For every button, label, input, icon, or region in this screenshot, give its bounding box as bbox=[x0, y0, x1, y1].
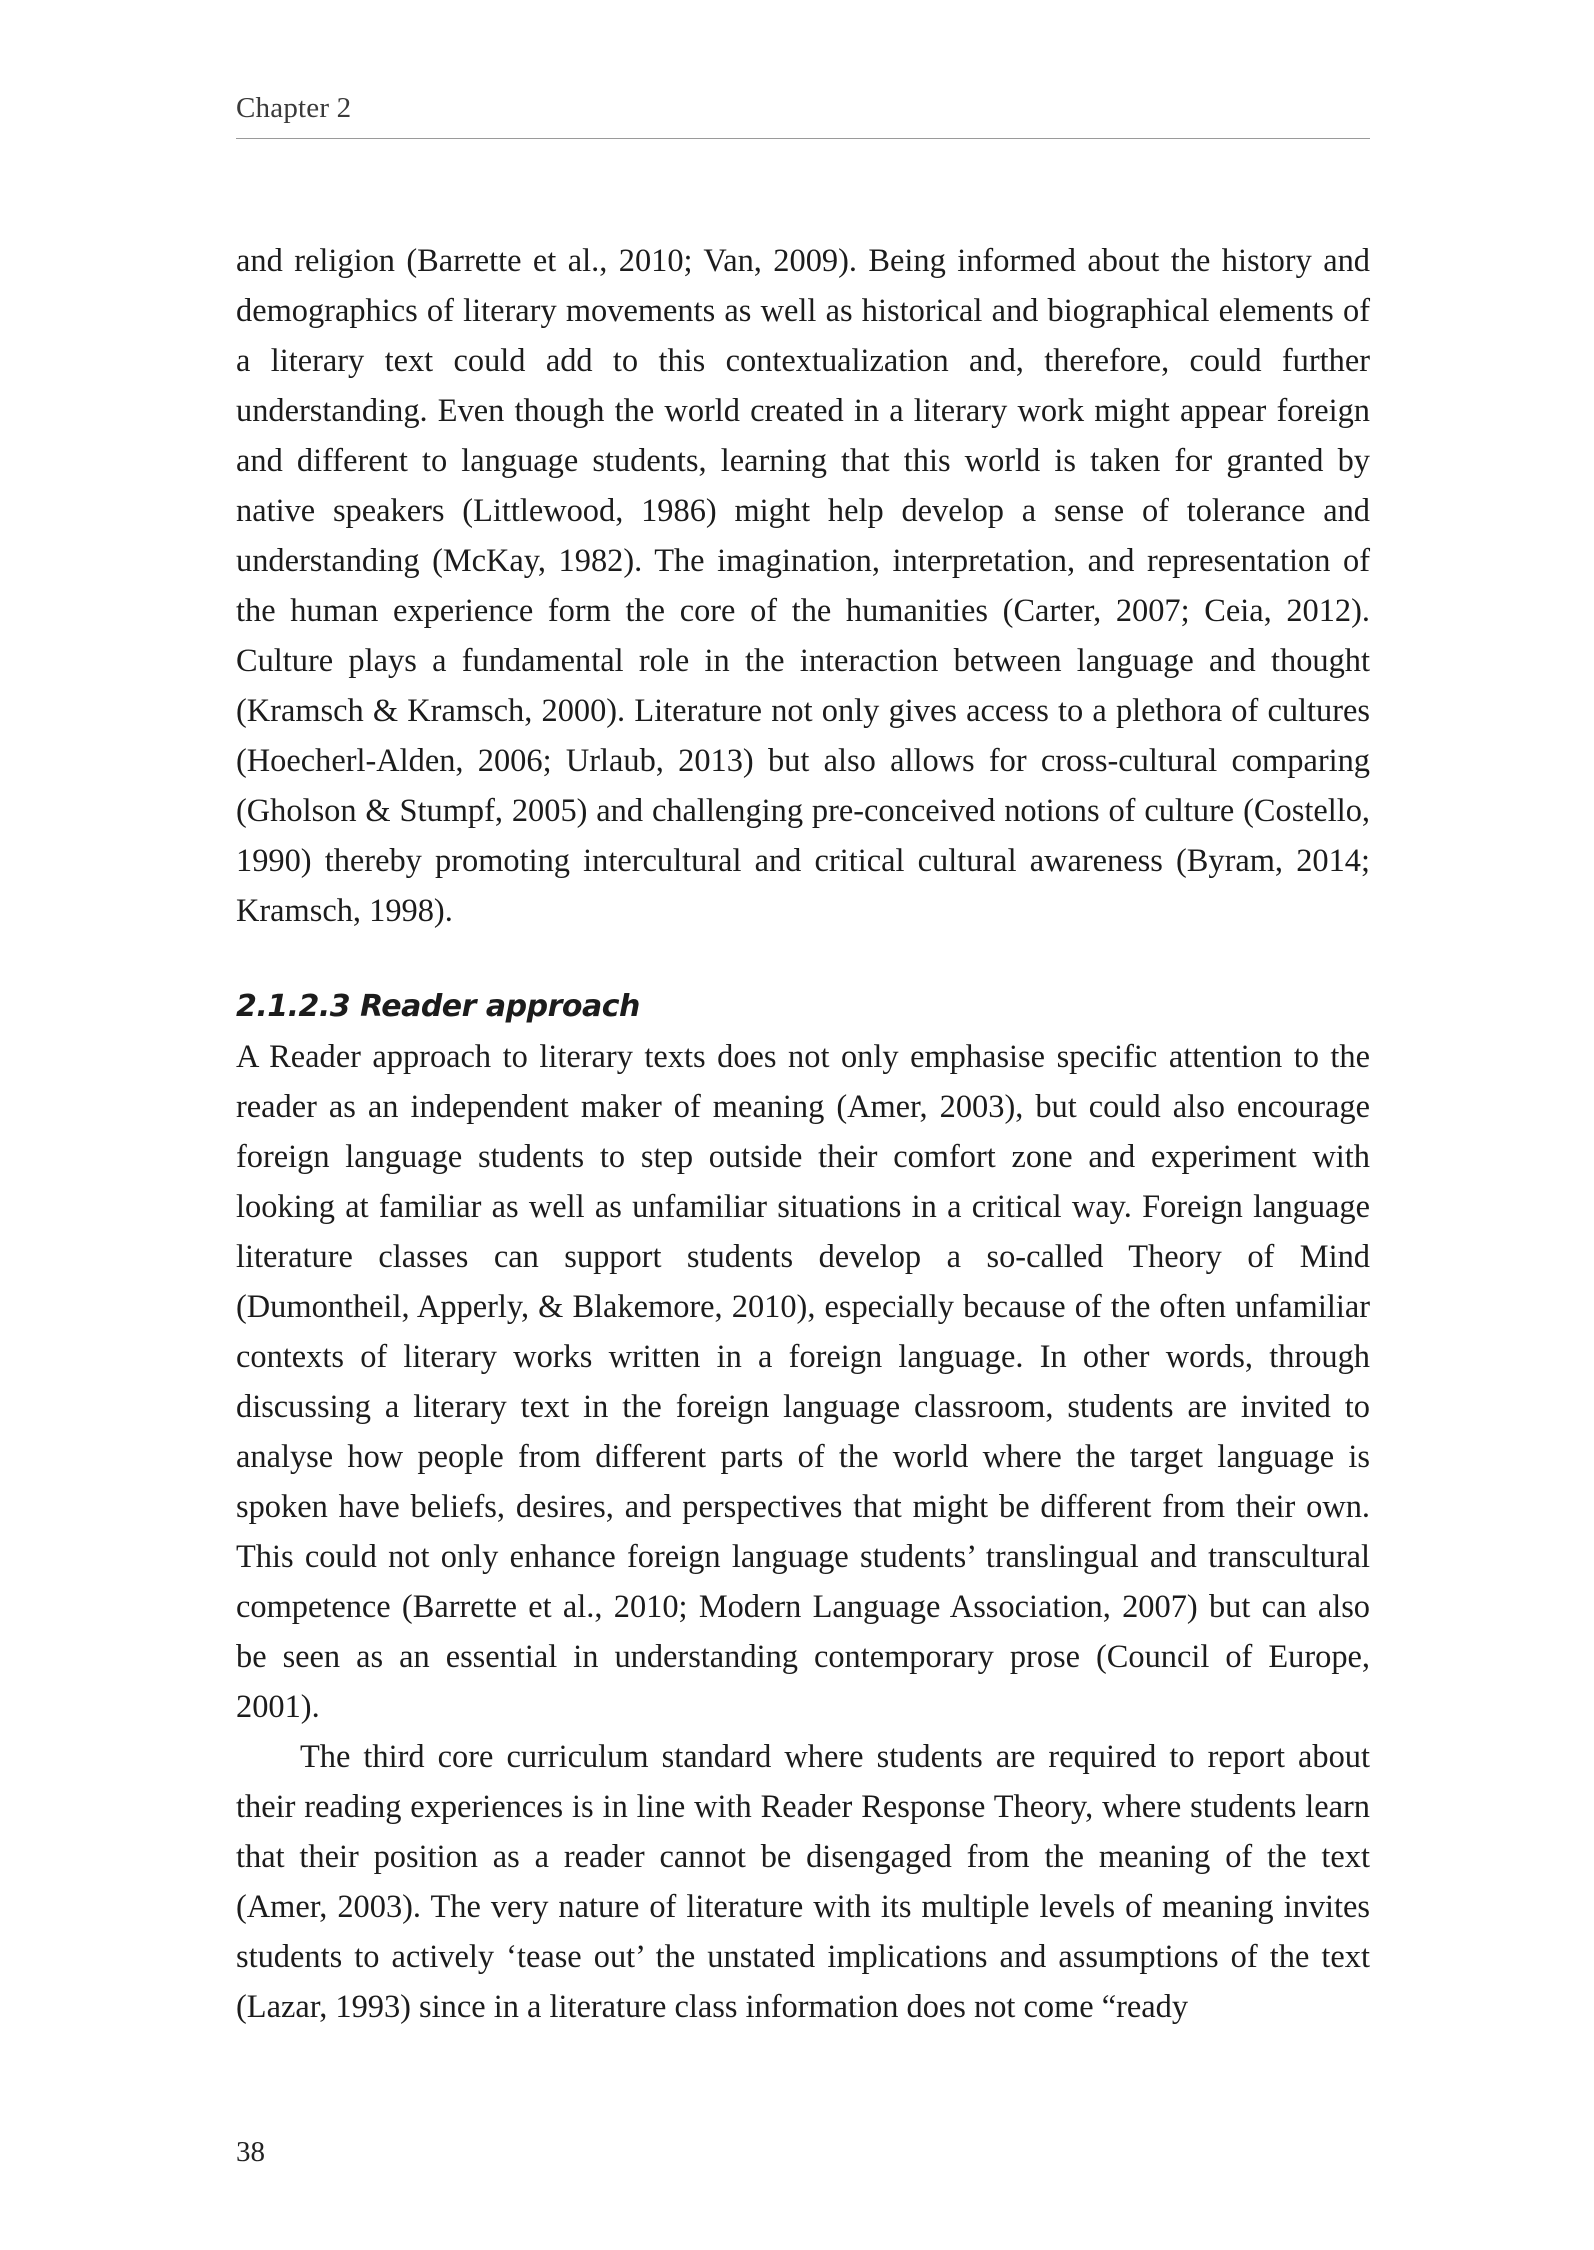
section-heading: 2.1.2.3 Reader approach bbox=[236, 989, 640, 1024]
paragraph-1: and religion (Barrette et al., 2010; Van, 2009). Being informed about the history and demographics of literary movements as well as historical and biographical elements of a literary text could add to this contextualization and, therefore, could further understanding. Even though the world created in a literary work might appear foreign and different to language students, learning that this world is taken for granted by native speakers (Littlewood, 1986) might help develop a sense of tolerance and understanding (McKay, 1982). The imagination, interpretation, and representation of the human experience form the core of the humanities (Carter, 2007; Ceia, 2012). Culture plays a fundamental role in the interaction between language and thought (Kramsch & Kramsch, 2000). Literature not only gives access to a plethora of cultures (Hoecherl-Alden, 2006; Urlaub, 2013) but also allows for cross-cultural comparing (Gholson & Stumpf, 2005) and challenging pre-conceived notions of culture (Costello, 1990) thereby promoting intercultural and critical cultural awareness (Byram, 2014; Kramsch, 1998). bbox=[236, 243, 1370, 929]
header-rule bbox=[236, 138, 1370, 139]
paragraph-2: A Reader approach to literary texts does not only emphasise specific attention to the reader as an independent maker of meaning (Amer, 2003), but could also encourage foreign language students to step outside their comfort zone and experiment with looking at familiar as well as unfamiliar situations in a critical way. Foreign language literature classes can support students develop a so-called Theory of Mind (Dumontheil, Apperly, & Blakemore, 2010), especially because of the often unfamiliar contexts of literary works written in a foreign language. In other words, through discussing a literary text in the foreign language classroom, students are invited to analyse how people from different parts of the world where the target language is spoken have beliefs, desires, and perspectives that might be different from their own. This could not only enhance foreign language students’ translingual and transcultural competence (Barrette et al., 2010; Modern Language Association, 2007) but can also be seen as an essential in understanding contemporary prose (Council of Europe, 2001). bbox=[236, 1039, 1370, 1725]
paragraph-3: The third core curriculum standard where students are required to report about their reading experiences is in line with Reader Response Theory, where students learn that their position as a reader cannot be disengaged from the meaning of the text (Amer, 2003). The very nature of literature with its multiple levels of meaning invites students to actively ‘tease out’ the unstated implications and assumptions of the text (Lazar, 1993) since in a literature class information does not come “ready bbox=[236, 1739, 1370, 2025]
page-number: 38 bbox=[236, 2136, 265, 2168]
running-head: Chapter 2 bbox=[236, 92, 352, 124]
body-text bbox=[236, 236, 1370, 2032]
